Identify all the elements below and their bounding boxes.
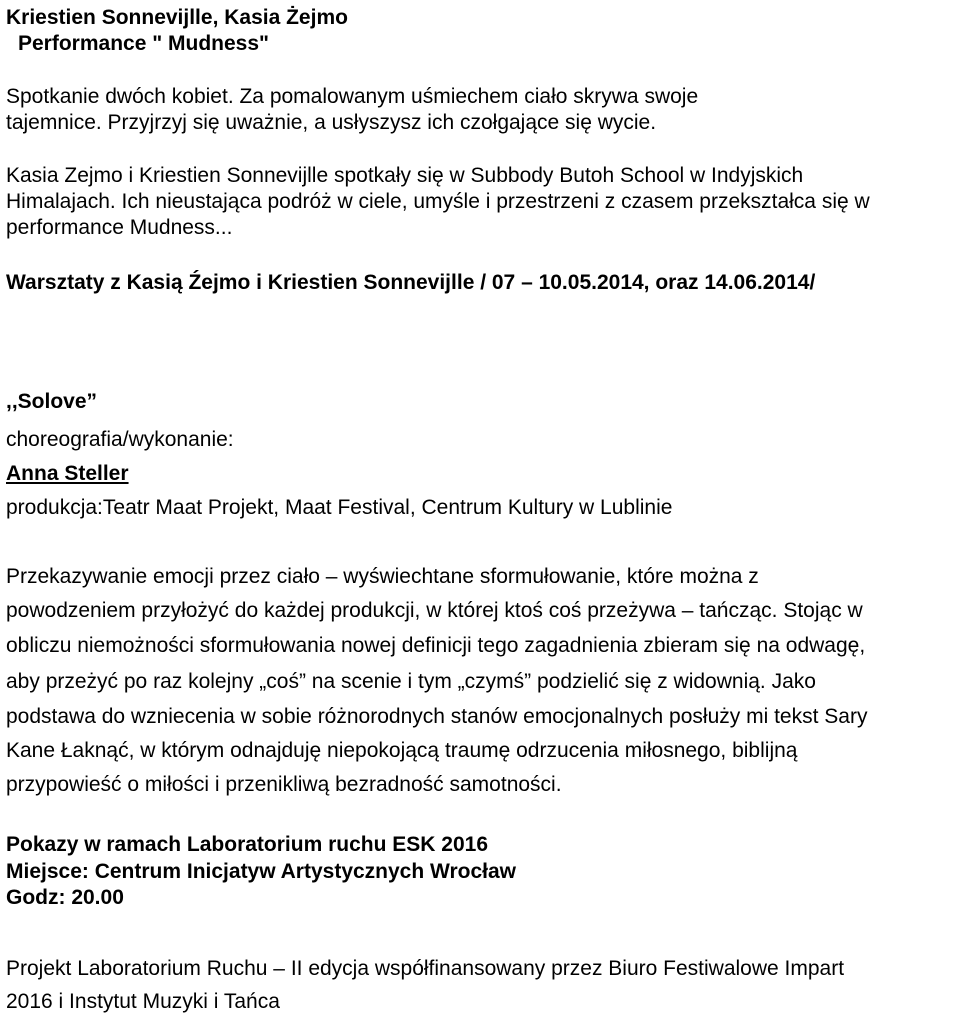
- workshops-info: Warsztaty z Kasią Źejmo i Kriestien Sonnevijlle / 07 – 10.05.2014, oraz 14.06.2014/: [6, 271, 816, 294]
- description-line: Kane Łaknąć, w którym odnajduję niepokojącą traumę odrzucenia miłosnego, biblijną: [6, 739, 798, 762]
- shows-info: Pokazy w ramach Laboratorium ruchu ESK 2016: [6, 833, 488, 856]
- time-info: Godz: 20.00: [6, 886, 124, 909]
- description-line: podstawa do wzniecenia w sobie różnorodnych stanów emocjonalnych posłuży mi tekst Sary: [6, 705, 868, 728]
- intro-paragraph-line: Himalajach. Ich nieustająca podróż w ciele, umyśle i przestrzeni z czasem przekształca się w: [6, 190, 870, 213]
- performance-title: Performance " Mudness": [18, 32, 269, 55]
- event-title: Kriestien Sonnevijlle, Kasia Żejmo: [6, 6, 348, 29]
- intro-paragraph-line: Kasia Zejmo i Kriestien Sonnevijlle spotkały się w Subbody Butoh School w Indyjskich: [6, 164, 804, 187]
- funding-note-line: Projekt Laboratorium Ruchu – II edycja współfinansowany przez Biuro Festiwalowe Impart: [6, 957, 845, 980]
- funding-note-line: 2016 i Instytut Muzyki i Tańca: [6, 990, 280, 1013]
- choreography-label: choreografia/wykonanie:: [6, 428, 234, 451]
- description-line: powodzeniem przyłożyć do każdej produkcji, w której ktoś coś przeżywa – tańcząc. Stojąc w: [6, 599, 863, 622]
- solove-title: ,,Solove”: [6, 390, 98, 413]
- production-credit: produkcja:Teatr Maat Projekt, Maat Festival, Centrum Kultury w Lublinie: [6, 496, 673, 519]
- description-line: przypowieść o miłości i przenikliwą bezradność samotności.: [6, 773, 562, 796]
- intro-paragraph-line: tajemnice. Przyjrzyj się uważnie, a usłyszysz ich czołgające się wycie.: [6, 111, 657, 134]
- artist-name: Anna Steller: [6, 462, 129, 485]
- description-line: Przekazywanie emocji przez ciało – wyświechtane sformułowanie, które można z: [6, 565, 759, 588]
- venue-info: Miejsce: Centrum Inicjatyw Artystycznych Wrocław: [6, 860, 516, 883]
- description-line: obliczu niemożności sformułowania nowej definicji tego zagadnienia zbieram się na odwagę,: [6, 634, 866, 657]
- intro-paragraph-line: Spotkanie dwóch kobiet. Za pomalowanym uśmiechem ciało skrywa swoje: [6, 85, 699, 108]
- description-line: aby przeżyć po raz kolejny „coś” na scenie i tym „czymś” podzielić się z widownią. Jako: [6, 670, 816, 693]
- intro-paragraph-line: performance Mudness...: [6, 216, 233, 239]
